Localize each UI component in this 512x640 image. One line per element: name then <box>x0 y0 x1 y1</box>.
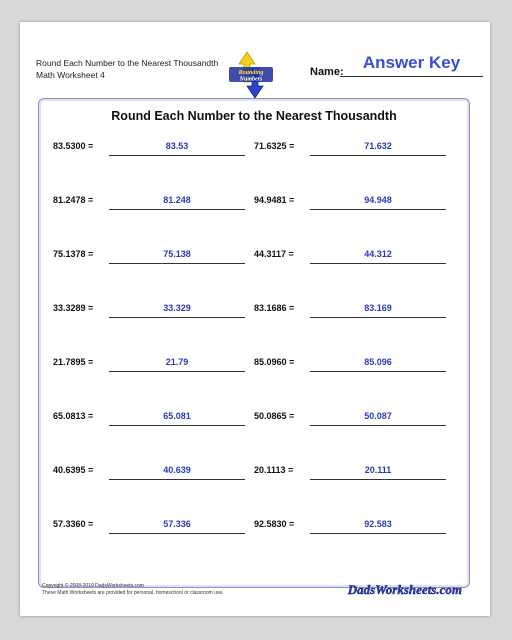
problem-answer: 50.087 <box>364 411 392 421</box>
answer-line <box>109 425 245 426</box>
brand-text: DadsWorksheets.com <box>347 582 462 597</box>
problem-item <box>254 137 454 157</box>
problem-item <box>254 299 454 319</box>
problem-grid <box>39 129 469 579</box>
problem-item <box>254 353 454 373</box>
problem-question: 40.6395 = <box>53 465 94 475</box>
problem-question: 21.7895 = <box>53 357 94 367</box>
problem-item <box>53 245 253 265</box>
problem-row <box>39 299 469 319</box>
problem-item <box>53 137 253 157</box>
problem-answer: 40.639 <box>163 465 191 475</box>
section-title: Round Each Number to the Nearest Thousandth <box>111 109 397 123</box>
problem-question: 65.0813 = <box>53 411 94 421</box>
problem-item <box>53 407 253 427</box>
answer-line <box>310 209 446 210</box>
problem-answer: 85.096 <box>364 357 392 367</box>
problem-answer: 94.948 <box>364 195 392 205</box>
problem-row <box>39 137 469 157</box>
problem-item <box>254 515 454 535</box>
problem-question: 81.2478 = <box>53 195 94 205</box>
problem-answer: 33.329 <box>163 303 191 313</box>
problem-item <box>254 245 454 265</box>
problem-question: 75.1378 = <box>53 249 94 259</box>
problem-answer: 44.312 <box>364 249 392 259</box>
problem-item <box>254 191 454 211</box>
problem-question: 85.0960 = <box>254 357 295 367</box>
answer-line <box>109 317 245 318</box>
worksheet-title-text: Round Each Number to the Nearest Thousandth <box>36 58 219 68</box>
copyright-text: Copyright © 2008-2019 DadsWorksheets.com <box>42 583 144 589</box>
answer-line <box>310 425 446 426</box>
problem-answer: 75.138 <box>163 249 191 259</box>
answer-line <box>310 263 446 264</box>
name-label: Name: <box>310 66 344 78</box>
problem-answer: 83.53 <box>165 141 189 151</box>
problem-item <box>53 515 253 535</box>
problem-answer: 57.336 <box>163 519 191 529</box>
problem-question: 50.0865 = <box>254 411 295 421</box>
dadsworksheets-logo-icon <box>338 578 468 600</box>
problem-answer: 92.583 <box>364 519 392 529</box>
problem-row <box>39 515 469 535</box>
problem-question: 20.1113 = <box>254 465 294 475</box>
answer-key-label: Answer Key <box>362 53 461 72</box>
answer-line <box>310 155 446 156</box>
worksheet-subtitle-text: Math Worksheet 4 <box>36 70 105 80</box>
answer-line <box>310 479 446 480</box>
problem-row <box>39 407 469 427</box>
problem-item <box>53 461 253 481</box>
worksheet-page <box>20 22 490 616</box>
problem-answer: 81.248 <box>163 195 191 205</box>
problem-question: 94.9481 = <box>254 195 295 205</box>
problem-question: 33.3289 = <box>53 303 94 313</box>
problems-frame <box>38 98 470 588</box>
problem-item <box>254 461 454 481</box>
problem-item <box>53 353 253 373</box>
answer-line <box>310 317 446 318</box>
name-line <box>340 76 483 77</box>
answer-line <box>310 533 446 534</box>
answer-line <box>109 371 245 372</box>
problem-item <box>53 299 253 319</box>
problem-question: 92.5830 = <box>254 519 295 529</box>
problem-answer: 20.111 <box>364 465 392 475</box>
problem-row <box>39 461 469 481</box>
usage-notice-text: These Math Worksheets are provided for personal, homeschool or classroom use. <box>42 590 224 596</box>
problem-answer: 83.169 <box>364 303 392 313</box>
problem-question: 83.5300 = <box>53 141 94 151</box>
problem-answer: 71.632 <box>364 141 392 151</box>
logo-text-numbers: Numbers <box>239 76 263 83</box>
problem-question: 44.3117 = <box>254 249 294 259</box>
answer-line <box>310 371 446 372</box>
answer-line <box>109 263 245 264</box>
problem-row <box>39 191 469 211</box>
rounding-numbers-logo-icon <box>225 44 277 104</box>
answer-line <box>109 479 245 480</box>
problem-row <box>39 353 469 373</box>
answer-line <box>109 209 245 210</box>
problem-item <box>254 407 454 427</box>
answer-line <box>109 155 245 156</box>
answer-line <box>109 533 245 534</box>
problem-answer: 21.79 <box>165 357 189 367</box>
problem-question: 83.1686 = <box>254 303 295 313</box>
problem-row <box>39 245 469 265</box>
problem-answer: 65.081 <box>163 411 191 421</box>
problem-item <box>53 191 253 211</box>
logo-text-rounding: Rounding <box>238 70 264 76</box>
problem-question: 71.6325 = <box>254 141 295 151</box>
problem-question: 57.3360 = <box>53 519 94 529</box>
